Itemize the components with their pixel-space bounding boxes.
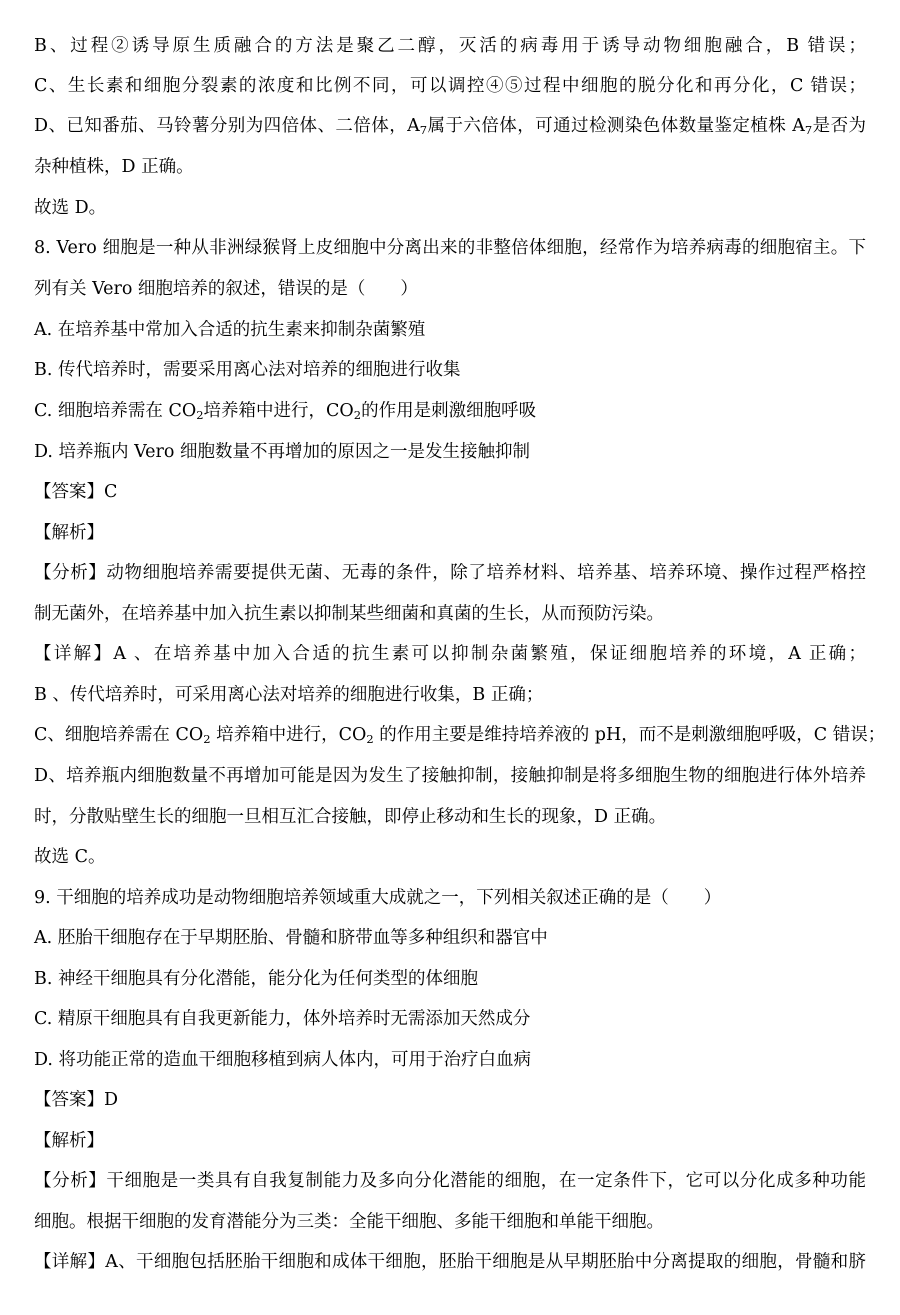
analysis-label	[34, 513, 866, 554]
question-8-stem	[34, 228, 866, 269]
option-d	[34, 1040, 866, 1081]
text-run: A. 胚胎干细胞存在于早期胚胎、骨髓和脐带血等多种组织和器官中	[34, 928, 548, 948]
text-line	[34, 26, 866, 67]
option-c	[34, 999, 866, 1040]
option-d	[34, 432, 866, 473]
text-run: 【分析】干细胞是一类具有自我复制能力及多向分化潜能的细胞，在一定条件下，它可以分化成多种功能	[34, 1171, 866, 1191]
subscript: 2	[196, 408, 204, 422]
text-run: D. 将功能正常的造血干细胞移植到病人体内，可用于治疗白血病	[34, 1050, 532, 1070]
detail-text	[34, 797, 866, 838]
text-run: C、生长素和细胞分裂素的浓度和比例不同，可以调控④⑤过程中细胞的脱分化和再分化，C 错误；	[34, 76, 866, 96]
text-line	[34, 66, 866, 107]
text-run: 故选 C。	[34, 847, 106, 867]
text-run: 列有关 Vero 细胞培养的叙述，错误的是（ ）	[34, 279, 418, 299]
option-a	[34, 310, 866, 351]
text-run: C、细胞培养需在 CO	[34, 725, 204, 745]
detail-text	[34, 1242, 866, 1283]
text-run: B 、传代培养时，可采用离心法对培养的细胞进行收集，B 正确；	[34, 685, 544, 705]
text-line	[34, 147, 866, 188]
text-run: 【详解】A、干细胞包括胚胎干细胞和成体干细胞，胚胎干细胞是从早期胚胎中分离提取的细胞，骨髓和脐	[34, 1252, 866, 1272]
text-run: 是否为	[812, 116, 867, 136]
answer-label	[34, 472, 866, 513]
text-run: 故选 D。	[34, 198, 107, 218]
text-run: C. 细胞培养需在 CO	[34, 401, 197, 421]
question-8-stem	[34, 269, 866, 310]
text-run: B. 传代培养时，需要采用离心法对培养的细胞进行收集	[34, 360, 461, 380]
answer-label	[34, 1080, 866, 1121]
subscript: 7	[419, 123, 428, 137]
analysis-text	[34, 1202, 866, 1243]
option-c	[34, 391, 866, 432]
text-run: 时，分散贴壁生长的细胞一旦相互汇合接触，即停止移动和生长的现象，D 正确。	[34, 807, 667, 827]
text-run: C. 精原干细胞具有自我更新能力，体外培养时无需添加天然成分	[34, 1009, 531, 1029]
text-run: 9. 干细胞的培养成功是动物细胞培养领域重大成就之一，下列相关叙述正确的是（ ）	[34, 888, 722, 908]
subscript: 2	[203, 732, 211, 746]
detail-text	[34, 675, 866, 716]
conclusion-text	[34, 837, 866, 878]
text-line	[34, 106, 866, 147]
text-run: D. 培养瓶内 Vero 细胞数量不再增加的原因之一是发生接触抑制	[34, 442, 530, 462]
subscript: 2	[366, 732, 374, 746]
text-run: D、已知番茄、马铃薯分别为四倍体、二倍体，A	[34, 116, 420, 136]
text-run: 属于六倍体，可通过检测染色体数量鉴定植株 A	[427, 116, 805, 136]
text-run: 培养箱中进行，CO	[203, 401, 354, 421]
analysis-label	[34, 1121, 866, 1162]
text-run: B、过程②诱导原生质融合的方法是聚乙二醇，灭活的病毒用于诱导动物细胞融合，B 错误；	[34, 36, 866, 56]
text-run: 的作用主要是维持培养液的 pH，而不是刺激细胞呼吸，C 错误；	[373, 725, 886, 745]
detail-text	[34, 634, 866, 675]
option-a	[34, 918, 866, 959]
text-run: 细胞。根据干细胞的发育潜能分为三类：全能干细胞、多能干细胞和单能干细胞。	[34, 1212, 664, 1232]
text-run: 【分析】动物细胞培养需要提供无菌、无毒的条件，除了培养材料、培养基、培养环境、操作过程严格控	[34, 563, 866, 583]
option-b	[34, 350, 866, 391]
analysis-text	[34, 553, 866, 594]
analysis-text	[34, 594, 866, 635]
text-run: 【答案】D	[34, 1090, 119, 1110]
subscript: 7	[804, 123, 813, 137]
text-run: 【详解】A 、在培养基中加入合适的抗生素可以抑制杂菌繁殖，保证细胞培养的环境，A 正确；	[34, 644, 866, 664]
text-line	[34, 188, 866, 229]
text-run: 杂种植株，D 正确。	[34, 157, 194, 177]
text-run: D、培养瓶内细胞数量不再增加可能是因为发生了接触抑制，接触抑制是将多细胞生物的细胞进行体外培养	[34, 766, 866, 786]
text-run: 8. Vero 细胞是一种从非洲绿猴肾上皮细胞中分离出来的非整倍体细胞，经常作为培养病毒的细胞宿主。下	[34, 238, 866, 258]
detail-text	[34, 715, 886, 756]
text-run: 制无菌外，在培养基中加入抗生素以抑制某些细菌和真菌的生长，从而预防污染。	[34, 604, 664, 624]
text-run: 培养箱中进行，CO	[210, 725, 367, 745]
text-run: 【答案】C	[34, 482, 118, 502]
text-run: 【解析】	[34, 523, 104, 543]
text-run: 的作用是刺激细胞呼吸	[361, 401, 537, 421]
text-run: A. 在培养基中常加入合适的抗生素来抑制杂菌繁殖	[34, 320, 426, 340]
text-run: B. 神经干细胞具有分化潜能，能分化为任何类型的体细胞	[34, 969, 478, 989]
subscript: 2	[353, 408, 362, 422]
analysis-text	[34, 1161, 866, 1202]
question-9-stem	[34, 878, 866, 919]
option-b	[34, 959, 866, 1000]
text-run: 【解析】	[34, 1131, 104, 1151]
detail-text	[34, 756, 866, 797]
